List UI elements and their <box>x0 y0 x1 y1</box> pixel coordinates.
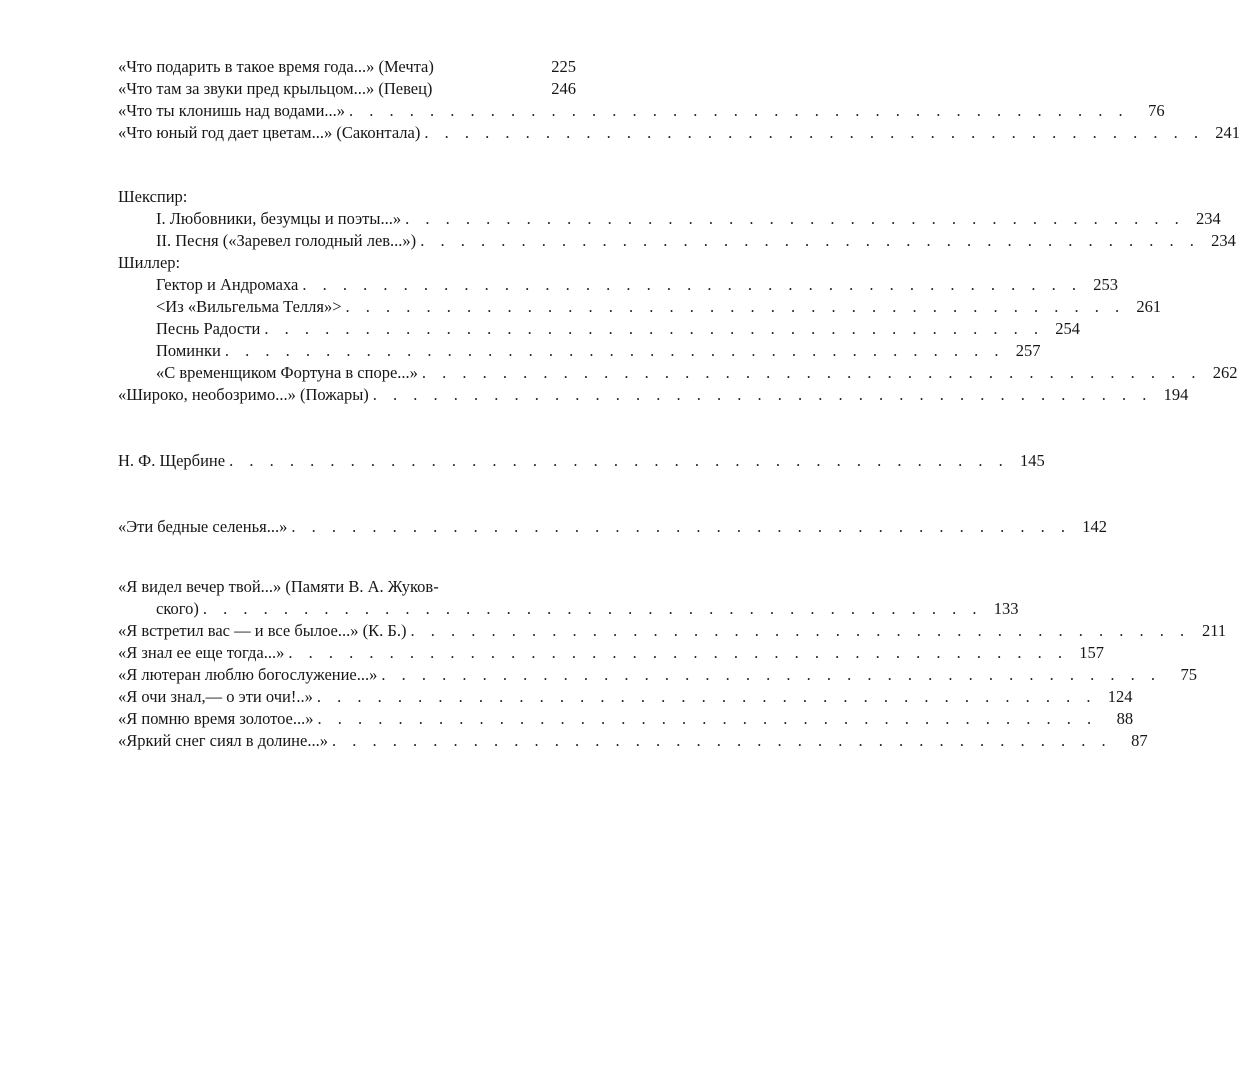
entry-page: 142 <box>1082 517 1107 536</box>
toc-entry <box>118 78 576 100</box>
entry-title: «Что там за звуки пред крыльцом...» (Певец) <box>118 79 433 98</box>
dot-leader <box>221 340 1005 362</box>
entry-title: Гектор и Андромаха <box>156 275 299 294</box>
entry-page: 241 <box>1215 123 1240 142</box>
entry-page: 87 <box>1131 731 1148 750</box>
entry-title: «Что ты клонишь над водами...» <box>118 101 346 120</box>
toc-group-sh <box>118 186 1238 406</box>
dot-leader <box>420 122 1204 144</box>
toc-entry <box>118 100 1165 122</box>
group-spacer <box>118 406 576 450</box>
entry-page: 88 <box>1116 709 1134 728</box>
toc-entry <box>118 208 1221 230</box>
dot-leader <box>377 664 1161 686</box>
toc-entry <box>118 642 1104 664</box>
entry-title: I. Любовники, безумцы и поэты...» <box>156 209 402 228</box>
group-spacer <box>118 144 576 186</box>
entry-title: «С временщиком Фортуна в споре...» <box>156 363 418 382</box>
entry-title: «Широко, необозримо...» (Пожары) <box>118 385 369 404</box>
entry-title: Песнь Радости <box>156 319 261 338</box>
entry-title: Поминки <box>156 341 221 360</box>
toc-entry <box>118 384 1189 406</box>
dot-leader <box>287 516 1071 538</box>
dot-leader <box>199 598 983 620</box>
entry-title: <Из «Вильгельма Телля»> <box>156 297 342 316</box>
entry-title: «Яркий снег сиял в долине...» <box>118 731 328 750</box>
toc-entry <box>118 450 1045 472</box>
dot-leader <box>284 642 1068 664</box>
toc-group-shch <box>118 450 1045 472</box>
toc-entry <box>118 686 1133 708</box>
entry-page: 124 <box>1107 687 1133 706</box>
dot-leader <box>418 362 1202 384</box>
entry-title: «Что юный год дает цветам...» (Саконтала) <box>118 123 421 142</box>
entry-title: «Я очи знал,— о эти очи!..» <box>118 687 313 706</box>
dot-leader <box>298 274 1082 296</box>
entry-page: 157 <box>1079 643 1104 662</box>
entry-page: 234 <box>1195 209 1221 228</box>
entry-page: 257 <box>1015 341 1041 360</box>
toc-entry <box>118 708 1134 730</box>
dot-leader <box>416 230 1200 252</box>
dot-leader <box>345 100 1129 122</box>
entry-title: II. Песня («Заревел голодный лев...») <box>156 231 417 250</box>
dot-leader <box>313 686 1097 708</box>
toc-page <box>118 56 1240 752</box>
toc-entry <box>118 318 1080 340</box>
dot-leader <box>328 730 1112 752</box>
author-heading-schiller: Шиллер: <box>118 253 181 272</box>
entry-page: 246 <box>551 79 576 98</box>
dot-leader <box>260 318 1044 340</box>
toc-entry <box>118 122 1240 144</box>
entry-page: 253 <box>1093 275 1118 294</box>
entry-title: «Я лютеран люблю богослужение...» <box>118 665 378 684</box>
dot-leader <box>225 450 1009 472</box>
toc-entry <box>118 296 1162 318</box>
entry-title: «Я знал ее еще тогда...» <box>118 643 285 662</box>
entry-page: 145 <box>1019 451 1045 470</box>
toc-entry <box>118 598 1019 620</box>
toc-entry <box>118 730 1148 752</box>
toc-entry <box>118 274 1118 296</box>
author-heading-shakespeare: Шекспир: <box>118 187 188 206</box>
entry-page: 254 <box>1055 319 1080 338</box>
toc-entry <box>118 56 576 78</box>
entry-title: «Что подарить в такое время года...» (Мечта) <box>118 57 434 76</box>
entry-page: 133 <box>993 599 1019 618</box>
group-spacer <box>118 538 576 576</box>
entry-page: 75 <box>1180 665 1198 684</box>
entry-page: 225 <box>551 57 576 76</box>
entry-page: 234 <box>1211 231 1236 250</box>
entry-title: «Эти бедные селенья...» <box>118 517 288 536</box>
entry-title: «Я помню время золотое...» <box>118 709 314 728</box>
entry-title: ского) <box>156 599 199 618</box>
toc-group-ya <box>118 576 1227 752</box>
dot-leader <box>406 620 1190 642</box>
toc-entry <box>118 516 1107 538</box>
toc-entry <box>118 230 1236 252</box>
entry-title-first-line: «Я видел вечер твой...» (Памяти В. А. Жуков- <box>118 577 439 596</box>
toc-entry <box>118 664 1198 686</box>
entry-title: «Я встретил вас — и все былое...» (К. Б.) <box>118 621 407 640</box>
dot-leader <box>314 708 1098 730</box>
entry-page: 211 <box>1201 621 1227 640</box>
dot-leader <box>342 296 1126 318</box>
group-spacer <box>118 472 576 516</box>
toc-entry <box>118 362 1238 384</box>
entry-page: 194 <box>1163 385 1189 404</box>
entry-page: 261 <box>1136 297 1162 316</box>
toc-group-ch <box>118 56 1240 144</box>
toc-entry <box>118 620 1227 642</box>
entry-page: 262 <box>1212 363 1238 382</box>
entry-page: 76 <box>1148 101 1165 120</box>
toc-entry <box>118 340 1041 362</box>
toc-group-e <box>118 516 1107 538</box>
entry-title: Н. Ф. Щербине <box>118 451 226 470</box>
dot-leader <box>369 384 1153 406</box>
dot-leader <box>401 208 1185 230</box>
